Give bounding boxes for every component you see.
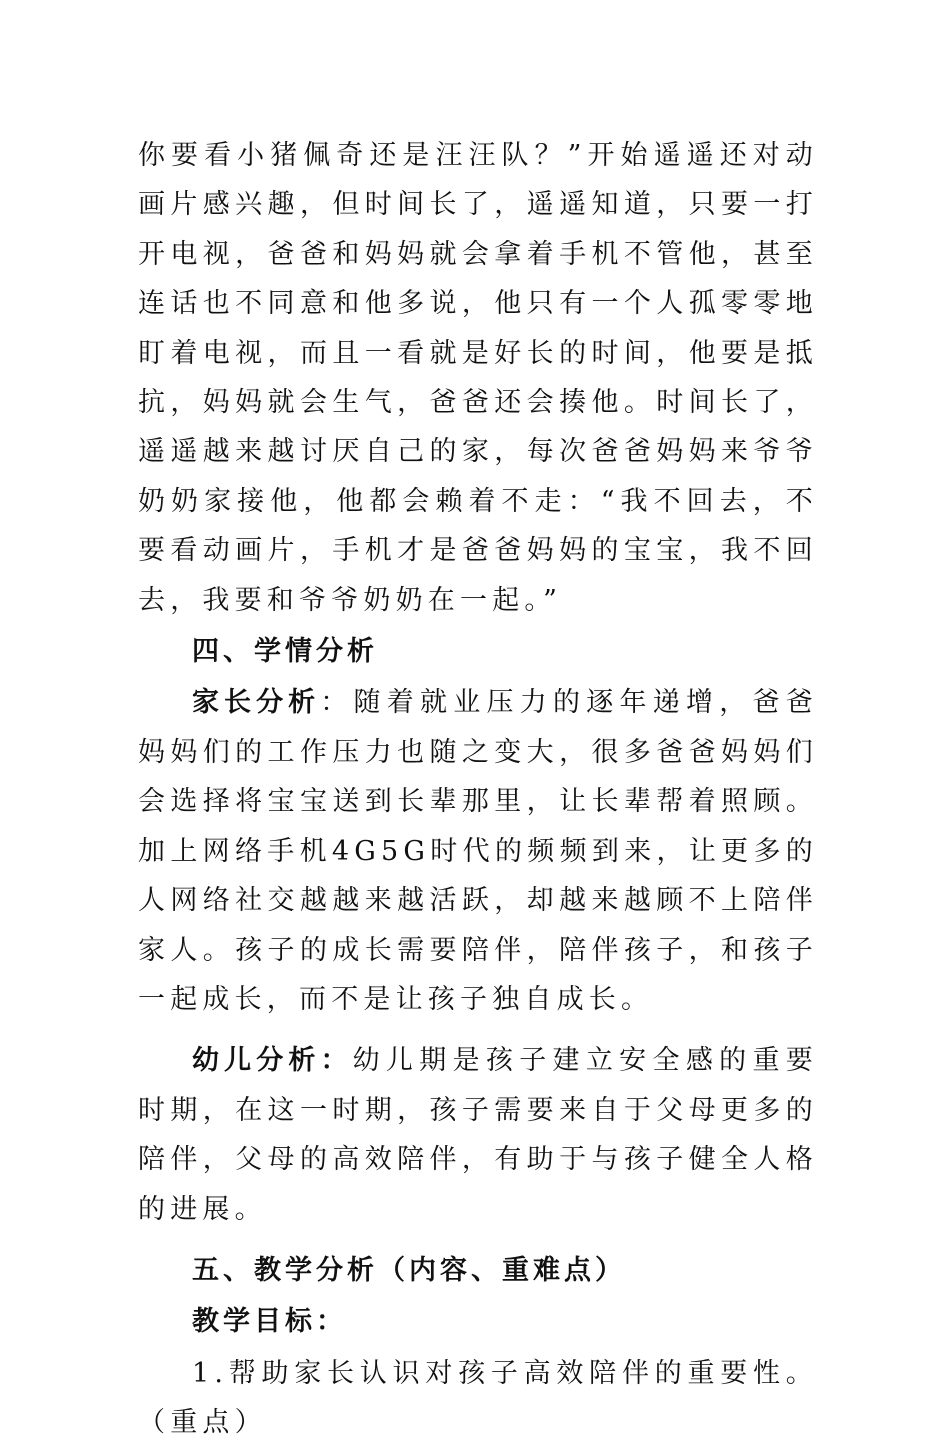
section-4-heading: 四、学情分析 — [192, 636, 378, 668]
child-analysis-paragraph — [138, 1036, 818, 1234]
child-analysis-label: 幼儿分析： — [192, 1045, 353, 1077]
teaching-goal-1: 1.帮助家长认识对孩子高效陪伴的重要性。（重点） — [138, 1357, 818, 1439]
story-continuation-paragraph: 你要看小猪佩奇还是汪汪队？”开始遥遥还对动画片感兴趣，但时间长了，遥遥知道，只要一打开电视，爸爸和妈妈就会拿着手机不管他，甚至连话也不同意和他多说，他只有一个人孤零零地盯着电视，而且一看就是好长的时间，他要是抵抗，妈妈就会生气，爸爸还会揍他。时间长了，遥遥越来越讨厌自己的家，每次爸爸妈妈来爷爷奶奶家接他，他都会赖着不走：“我不回去，不要看动画片，手机才是爸爸妈妈的宝宝，我不回去，我要和爷爷奶奶在一起。” — [138, 140, 818, 616]
document-body — [138, 131, 818, 1448]
parent-analysis-paragraph — [138, 678, 818, 1024]
parent-analysis-text: ：随着就业压力的逐年递增，爸爸妈妈们的工作压力也随之变大，很多爸爸妈妈们会选择将宝宝送到长辈那里，让长辈帮着照顾。加上网络手机4G5G时代的频频到来，让更多的人网络社交越越来越活跃，却越来越顾不上陪伴家人。孩子的成长需要陪伴，陪伴孩子，和孩子一起成长，而不是让孩子独自成长。 — [138, 687, 819, 1015]
parent-analysis-label: 家长分析 — [192, 687, 321, 719]
teaching-goals-label: 教学目标： — [192, 1306, 347, 1338]
child-analysis-text: 幼儿期是孩子建立安全感的重要时期，在这一时期，孩子需要来自于父母更多的陪伴，父母的高效陪伴，有助于与孩子健全人格的进展。 — [138, 1045, 818, 1225]
section-5-heading: 五、教学分析（内容、重难点） — [192, 1254, 626, 1286]
